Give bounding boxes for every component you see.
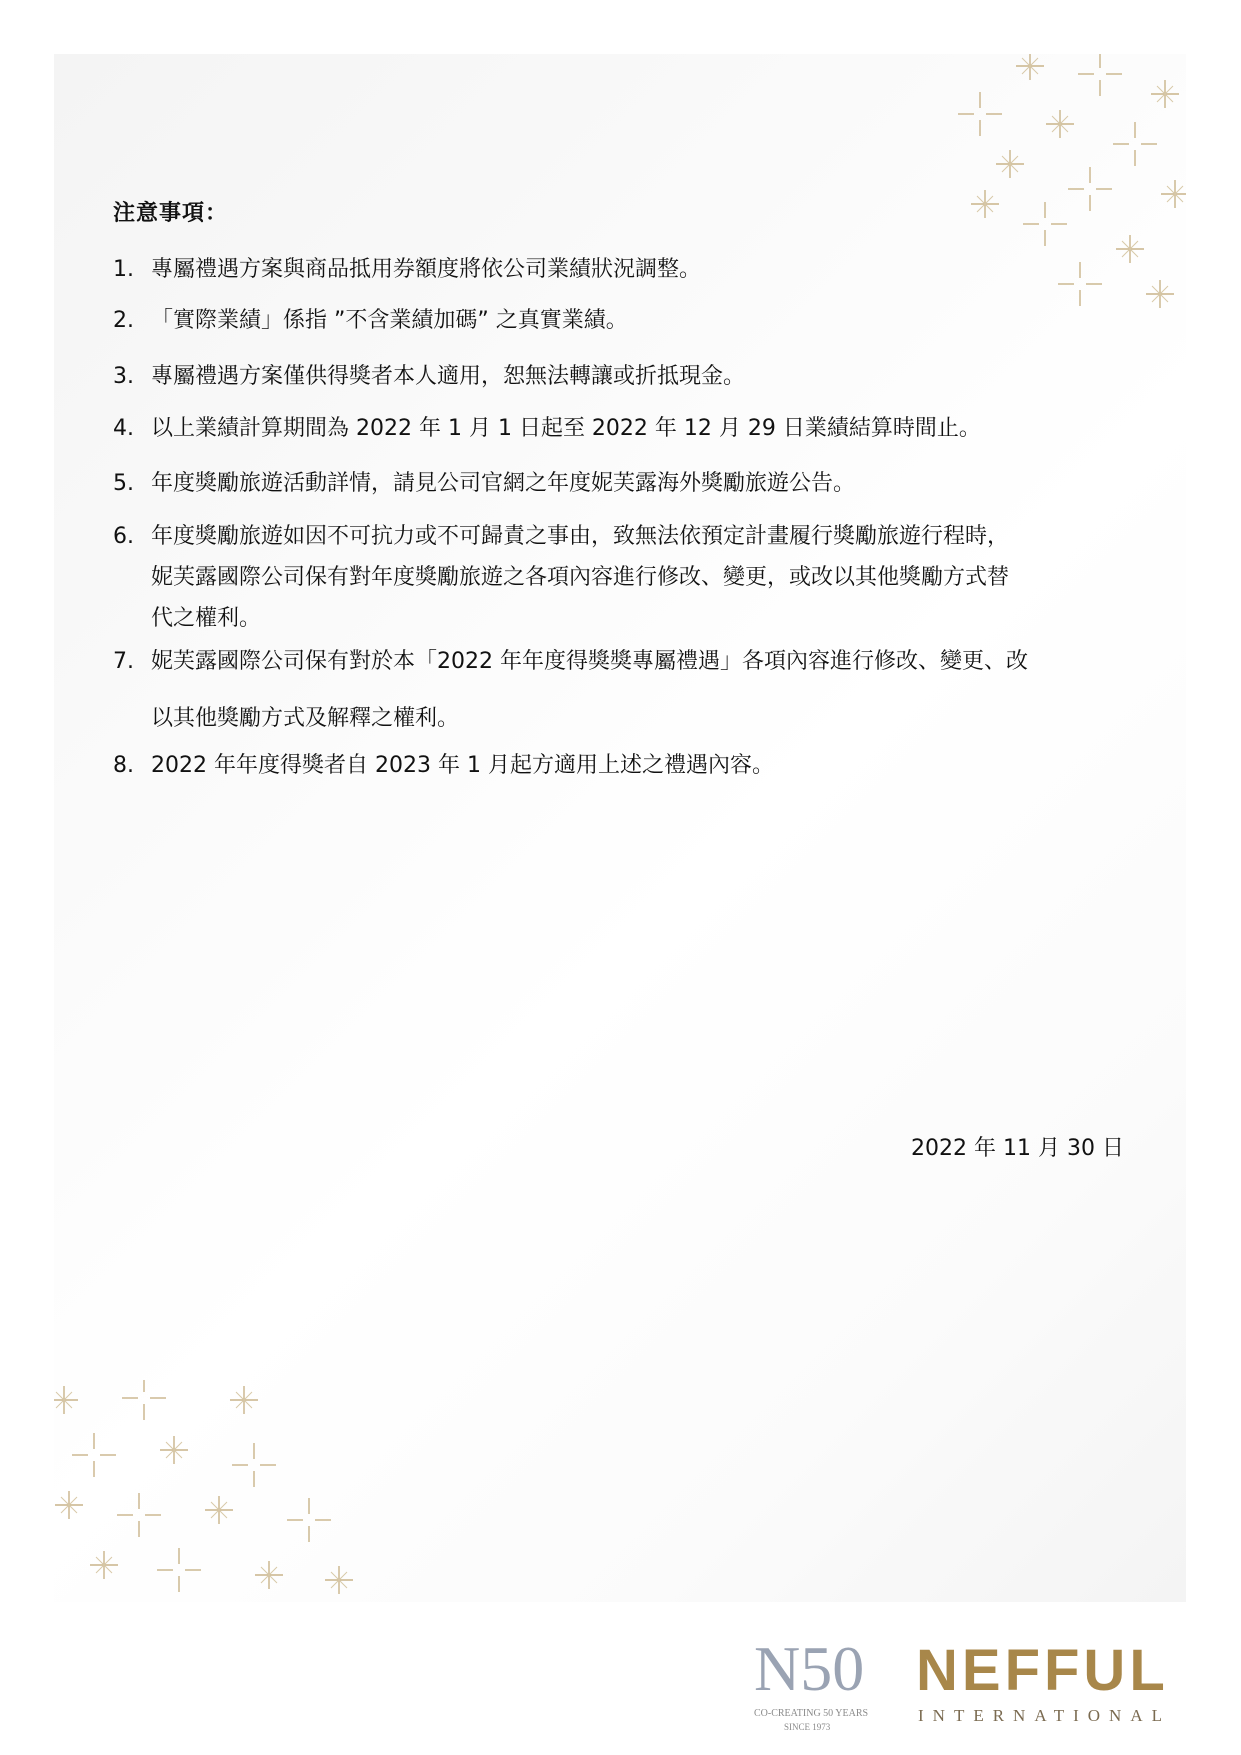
notice-heading: 注意事項： (113, 201, 229, 226)
nefful-logo (916, 1638, 1171, 1725)
notice-item-number: 8. (113, 753, 134, 778)
notice-item-line: 專屬禮遇方案與商品抵用券額度將依公司業績狀況調整。 (151, 257, 702, 282)
nefful-brand-sub: INTERNATIONAL (918, 1706, 1171, 1725)
notice-item-line: 妮芙露國際公司保有對年度獎勵旅遊之各項內容進行修改、變更，或改以其他獎勵方式替 (151, 565, 1010, 590)
notice-item-text (151, 633, 1028, 747)
notice-item-text (151, 463, 855, 504)
notice-item-text (151, 516, 1009, 639)
sparkle-decoration-bottom-left (54, 1380, 354, 1602)
n50-anniversary-logo (754, 1633, 868, 1732)
notice-item-line: 年度獎勵旅遊如因不可抗力或不可歸責之事由，致無法依預定計畫履行獎勵旅遊行程時， (151, 524, 1010, 549)
nefful-brand-name: NEFFUL (916, 1638, 1169, 1703)
notice-item-number: 6. (113, 524, 134, 549)
notice-item (113, 356, 745, 397)
notice-item-line: 「實際業績」係指 ”不含業績加碼” 之真實業績。 (151, 308, 628, 333)
notice-item (113, 516, 1009, 639)
notice-item-number: 4. (113, 416, 134, 441)
n50-mark: N50 (754, 1633, 865, 1704)
notice-item-line: 2022 年年度得獎者自 2023 年 1 月起方適用上述之禮遇內容。 (151, 753, 774, 778)
sparkle-decoration-top-right (950, 54, 1186, 324)
notice-item-number: 2. (113, 308, 134, 333)
notice-item (113, 463, 855, 504)
notice-item-text (151, 356, 745, 397)
notice-item-number: 7. (113, 649, 134, 674)
notice-item-line: 代之權利。 (151, 606, 262, 631)
document-date: 2022 年 11 月 30 日 (911, 1136, 1124, 1161)
n50-tagline: CO-CREATING 50 YEARS (754, 1708, 869, 1719)
notice-item-line: 以上業績計算期間為 2022 年 1 月 1 日起至 2022 年 12 月 29 日業績結算時間止。 (151, 416, 981, 441)
footer-logos (746, 1628, 1186, 1738)
notice-item (113, 408, 981, 449)
notice-item-line: 專屬禮遇方案僅供得獎者本人適用，恕無法轉讓或折抵現金。 (151, 364, 746, 389)
notice-item-number: 5. (113, 471, 134, 496)
notice-item-number: 3. (113, 364, 134, 389)
notice-item (113, 745, 774, 786)
notice-item-text (151, 408, 981, 449)
notice-item (113, 633, 1028, 747)
notice-item-text (151, 745, 774, 786)
notice-item (113, 249, 701, 290)
notice-item-line: 以其他獎勵方式及解釋之權利。 (151, 706, 460, 731)
notice-item-text (151, 300, 628, 341)
notice-item-line: 年度獎勵旅遊活動詳情，請見公司官網之年度妮芙露海外獎勵旅遊公告。 (151, 471, 856, 496)
notice-item-text (151, 249, 701, 290)
notice-item-number: 1. (113, 257, 134, 282)
n50-since: SINCE 1973 (784, 1722, 831, 1732)
notice-item (113, 300, 628, 341)
notice-item-line: 妮芙露國際公司保有對於本「2022 年年度得獎獎專屬禮遇」各項內容進行修改、變更、改 (151, 649, 1028, 674)
